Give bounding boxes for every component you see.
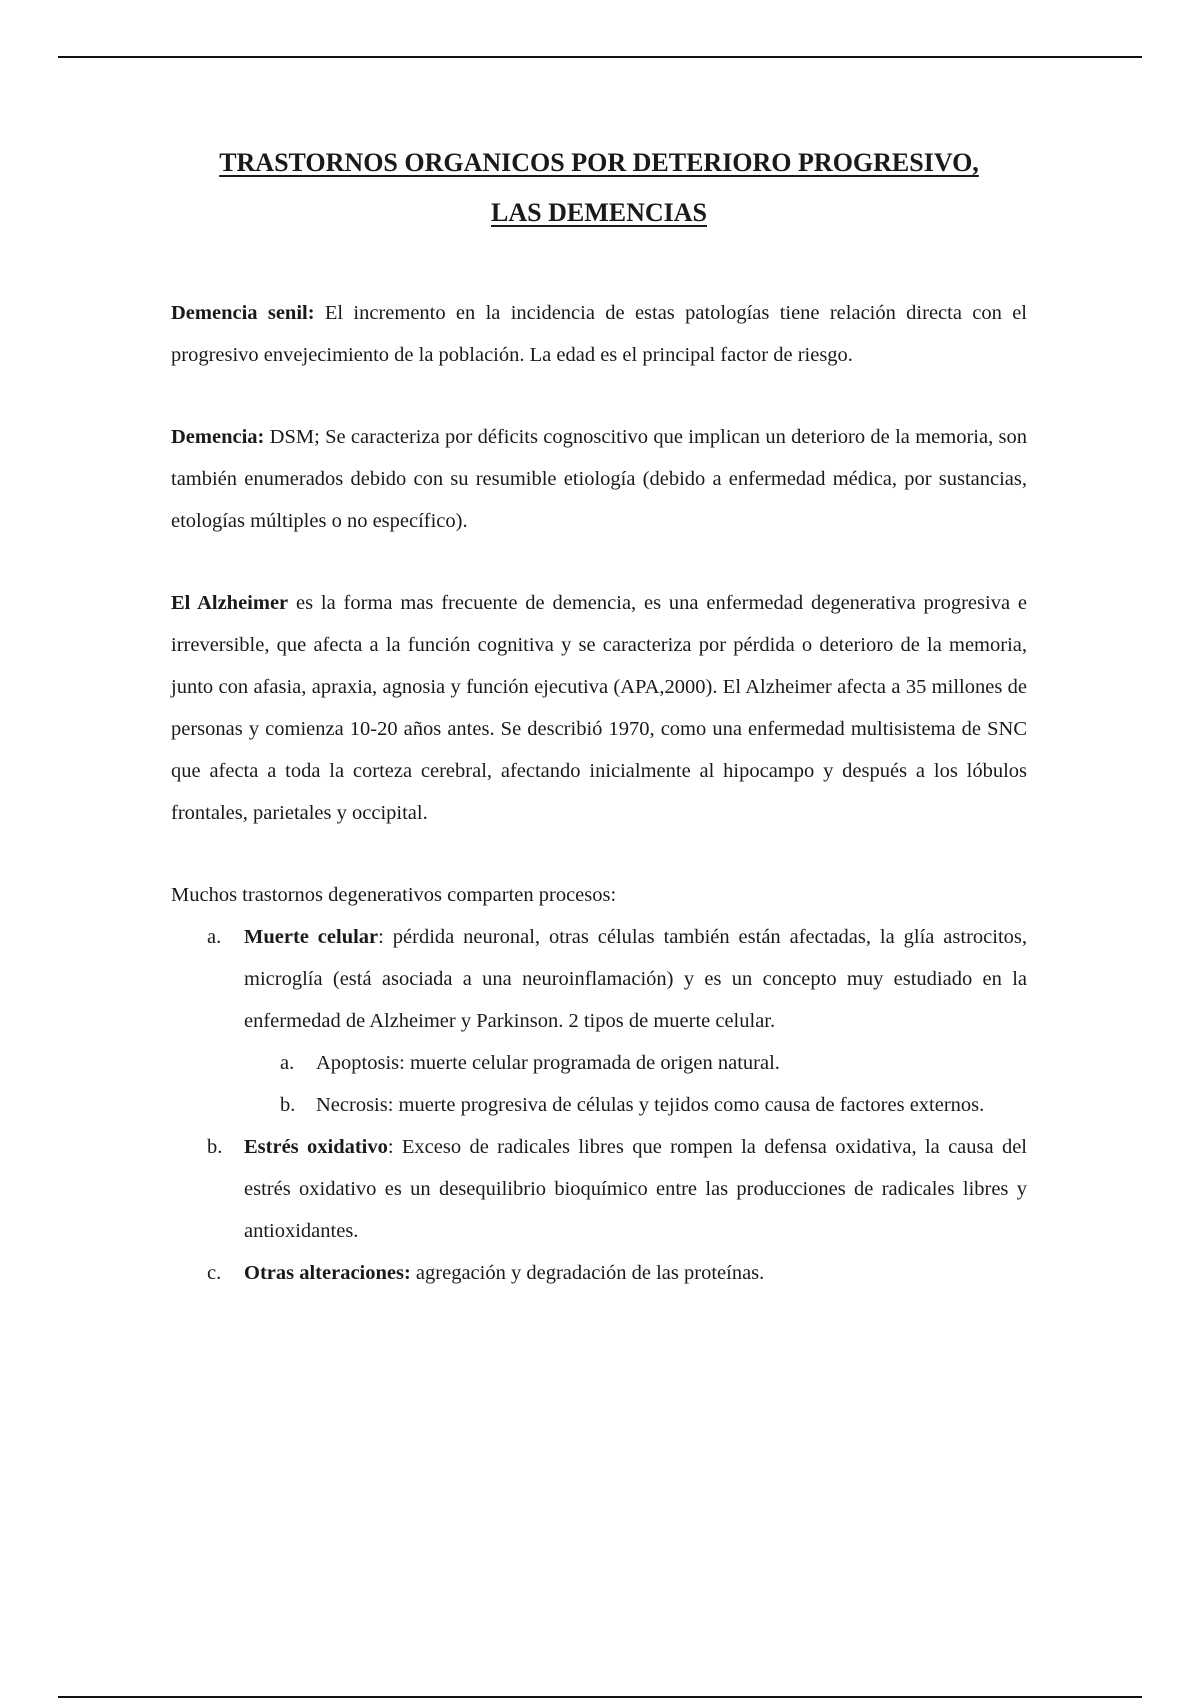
list-marker: b.: [207, 1136, 223, 1158]
list-item-term: Muerte celular: [244, 926, 379, 948]
title-line-1: TRASTORNOS ORGANICOS POR DETERIORO PROGRESIVO,: [219, 148, 979, 177]
paragraph-term: Demencia:: [171, 426, 265, 448]
list-item-estres-oxidativo: [171, 1126, 1027, 1252]
process-list: [171, 916, 1027, 1294]
paragraph-text: es la forma mas frecuente de demencia, es una enfermedad degenerativa progresiva e irreversible, que afecta a la función cognitiva y se caracteriza por pérdida o deterioro de la memoria, junto con afasia, apraxia, agnosia y función ejecutiva (APA,2000). El Alzheimer afecta a 35 millones de personas y comienza 10-20 años antes. Se describió 1970, como una enfermedad multisistema de SNC que afecta a toda la corteza cerebral, afectando inicialmente al hipocampo y después a los lóbulos frontales, parietales y occipital.: [171, 592, 1027, 824]
paragraph-alzheimer: [171, 582, 1027, 834]
list-item-text: : Exceso de radicales libres que rompen la defensa oxidativa, la causa del estrés oxidativo es un desequilibrio bioquímico entre las producciones de radicales libres y antioxidantes.: [244, 1136, 1027, 1242]
list-item-text: : pérdida neuronal, otras células también están afectadas, la glía astrocitos, microglía (está asociada a una neuroinflamación) y es un concepto muy estudiado en la enfermedad de Alzheimer y Parkinson. 2 tipos de muerte celular.: [244, 926, 1028, 1032]
page-title: [171, 138, 1027, 238]
bottom-rule: [58, 1696, 1142, 1698]
sub-list-item-necrosis: [280, 1084, 1027, 1126]
paragraph-term: Demencia senil:: [171, 302, 315, 324]
document-body: [171, 138, 1027, 1294]
list-marker: a.: [207, 926, 222, 948]
list-marker: b.: [280, 1094, 296, 1116]
paragraph-procesos-intro: [171, 874, 1027, 916]
list-marker: a.: [280, 1052, 295, 1074]
list-marker: c.: [207, 1262, 222, 1284]
sub-list: [244, 1042, 1027, 1126]
top-rule: [58, 56, 1142, 58]
list-item-term: Estrés oxidativo: [244, 1136, 388, 1158]
title-line-2: LAS DEMENCIAS: [491, 198, 707, 227]
list-item-text: Necrosis: muerte progresiva de células y tejidos como causa de factores externos.: [316, 1094, 985, 1116]
paragraph-text: DSM; Se caracteriza por déficits cognoscitivo que implican un deterioro de la memoria, son también enumerados debido con su resumible etiología (debido a enfermedad médica, por sustancias, etologías múltiples o no específico).: [171, 426, 1027, 532]
list-item-term: Otras alteraciones:: [244, 1262, 411, 1284]
paragraph-text: Muchos trastornos degenerativos comparten procesos:: [171, 884, 617, 906]
paragraph-term: El Alzheimer: [171, 592, 289, 614]
sub-list-item-apoptosis: [280, 1042, 1027, 1084]
list-item-text: Apoptosis: muerte celular programada de origen natural.: [316, 1052, 780, 1074]
paragraph-demencia: [171, 416, 1027, 542]
list-item-text: agregación y degradación de las proteínas.: [410, 1262, 765, 1284]
list-item-otras-alteraciones: [171, 1252, 1027, 1294]
paragraph-demencia-senil: [171, 292, 1027, 376]
list-item-muerte-celular: [171, 916, 1027, 1126]
paragraph-text: El incremento en la incidencia de estas patologías tiene relación directa con el progresivo envejecimiento de la población. La edad es el principal factor de riesgo.: [171, 302, 1027, 366]
